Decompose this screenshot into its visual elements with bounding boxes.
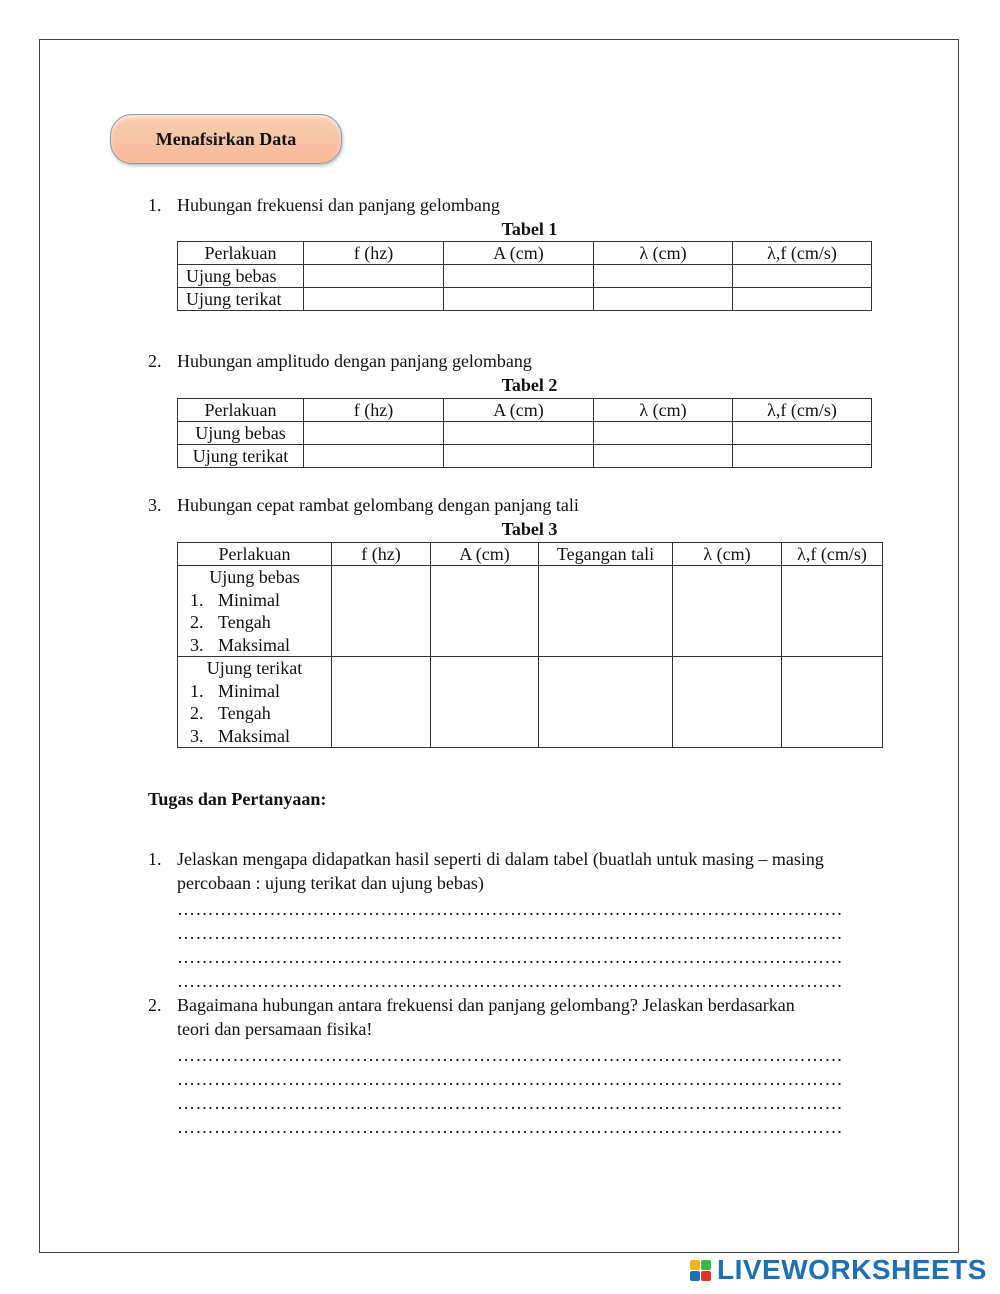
- table-2-header: λ,f (cm/s): [733, 399, 872, 422]
- question-1-number: 1.: [148, 849, 162, 869]
- section-2-title: Hubungan amplitudo dengan panjang gelombang: [177, 351, 532, 371]
- list-item: 1. Minimal: [190, 589, 280, 610]
- group-label: Ujung terikat: [206, 658, 303, 678]
- table-1-header: λ,f (cm/s): [733, 242, 872, 265]
- table-1-header: Perlakuan: [178, 242, 304, 265]
- section-1-number: 1.: [148, 195, 162, 215]
- question-2-text-continued: teori dan persamaan fisika!: [177, 1019, 373, 1039]
- table-1-caption: Tabel 1: [501, 219, 558, 239]
- group-label: Ujung bebas: [209, 567, 300, 587]
- question-2-number: 2.: [148, 995, 162, 1015]
- tasks-heading: Tugas dan Pertanyaan:: [148, 789, 327, 809]
- table-2-caption: Tabel 2: [501, 375, 558, 395]
- question-1-text: Jelaskan mengapa didapatkan hasil seperti di dalam tabel (buatlah untuk masing – masing: [177, 849, 824, 869]
- table-3-header: Perlakuan: [178, 543, 332, 566]
- table-1-header: f (hz): [304, 242, 444, 265]
- table-cell-input[interactable]: [733, 422, 872, 445]
- table-row: [178, 445, 872, 468]
- section-3-title: Hubungan cepat rambat gelombang dengan panjang tali: [177, 495, 579, 515]
- table-2: [177, 398, 872, 468]
- table-cell-input[interactable]: [304, 445, 444, 468]
- table-2-header: f (hz): [304, 399, 444, 422]
- list-item: 1. Minimal: [190, 680, 280, 701]
- answer-line[interactable]: ………………………………………………………………………………………………: [177, 1117, 843, 1137]
- section-badge: [110, 114, 342, 164]
- table-3-header: λ,f (cm/s): [782, 543, 883, 566]
- table-2-header: A (cm): [444, 399, 594, 422]
- table-1-header: A (cm): [444, 242, 594, 265]
- table-cell-input[interactable]: [673, 657, 782, 748]
- table-cell-input[interactable]: [782, 566, 883, 657]
- table-3-header-row: [178, 543, 883, 566]
- table-cell-input[interactable]: [431, 657, 539, 748]
- table-cell-input[interactable]: [539, 566, 673, 657]
- table-cell-input[interactable]: [594, 265, 733, 288]
- table-3-group-cell: [178, 657, 332, 748]
- list-item: 3. Maksimal: [190, 634, 290, 655]
- answer-line[interactable]: ………………………………………………………………………………………………: [177, 971, 843, 991]
- table-row: [178, 566, 883, 657]
- table-3-header: λ (cm): [673, 543, 782, 566]
- table-3-caption: Tabel 3: [501, 519, 558, 539]
- table-2-header: Perlakuan: [178, 399, 304, 422]
- answer-line[interactable]: ………………………………………………………………………………………………: [177, 899, 843, 919]
- table-3: [177, 542, 883, 748]
- answer-line[interactable]: ………………………………………………………………………………………………: [177, 1093, 843, 1113]
- table-3-header: A (cm): [431, 543, 539, 566]
- answer-line[interactable]: ………………………………………………………………………………………………: [177, 947, 843, 967]
- table-1-row-label: Ujung terikat: [178, 288, 304, 311]
- table-cell-input[interactable]: [444, 288, 594, 311]
- table-3-header: f (hz): [332, 543, 431, 566]
- section-3-number: 3.: [148, 495, 162, 515]
- table-cell-input[interactable]: [594, 422, 733, 445]
- question-2-text: Bagaimana hubungan antara frekuensi dan panjang gelombang? Jelaskan berdasarkan: [177, 995, 795, 1015]
- answer-line[interactable]: ………………………………………………………………………………………………: [177, 1069, 843, 1089]
- table-cell-input[interactable]: [304, 288, 444, 311]
- section-2-number: 2.: [148, 351, 162, 371]
- logo-text: LIVEWORKSHEETS: [717, 1254, 987, 1285]
- list-item: 2. Tengah: [190, 612, 271, 632]
- liveworksheets-logo: [690, 1255, 987, 1285]
- table-row: [178, 422, 872, 445]
- table-3-header: Tegangan tali: [539, 543, 673, 566]
- table-2-row-label: Ujung bebas: [178, 422, 304, 445]
- table-1-header: λ (cm): [594, 242, 733, 265]
- table-cell-input[interactable]: [594, 288, 733, 311]
- table-1-header-row: [178, 242, 872, 265]
- table-2-row-label: Ujung terikat: [178, 445, 304, 468]
- table-row: [178, 657, 883, 748]
- table-cell-input[interactable]: [782, 657, 883, 748]
- question-1-text-continued: percobaan : ujung terikat dan ujung bebas): [177, 873, 484, 893]
- badge-label: Menafsirkan Data: [155, 128, 297, 149]
- table-3-group-cell: [178, 566, 332, 657]
- section-1-title: Hubungan frekuensi dan panjang gelombang: [177, 195, 500, 215]
- list-item: 2. Tengah: [190, 703, 271, 723]
- table-cell-input[interactable]: [431, 566, 539, 657]
- table-1: [177, 241, 872, 311]
- table-cell-input[interactable]: [304, 422, 444, 445]
- table-cell-input[interactable]: [444, 265, 594, 288]
- table-cell-input[interactable]: [444, 422, 594, 445]
- table-2-header: λ (cm): [594, 399, 733, 422]
- table-cell-input[interactable]: [539, 657, 673, 748]
- table-cell-input[interactable]: [733, 288, 872, 311]
- table-cell-input[interactable]: [304, 265, 444, 288]
- table-1-row-label: Ujung bebas: [178, 265, 304, 288]
- list-item: 3. Maksimal: [190, 725, 290, 746]
- table-row: [178, 265, 872, 288]
- table-cell-input[interactable]: [594, 445, 733, 468]
- table-cell-input[interactable]: [673, 566, 782, 657]
- table-cell-input[interactable]: [332, 657, 431, 748]
- table-cell-input[interactable]: [444, 445, 594, 468]
- table-cell-input[interactable]: [733, 445, 872, 468]
- logo-mark-icon: [690, 1260, 711, 1281]
- answer-line[interactable]: ………………………………………………………………………………………………: [177, 1045, 843, 1065]
- table-row: [178, 288, 872, 311]
- table-2-header-row: [178, 399, 872, 422]
- table-cell-input[interactable]: [332, 566, 431, 657]
- table-cell-input[interactable]: [733, 265, 872, 288]
- answer-line[interactable]: ………………………………………………………………………………………………: [177, 923, 843, 943]
